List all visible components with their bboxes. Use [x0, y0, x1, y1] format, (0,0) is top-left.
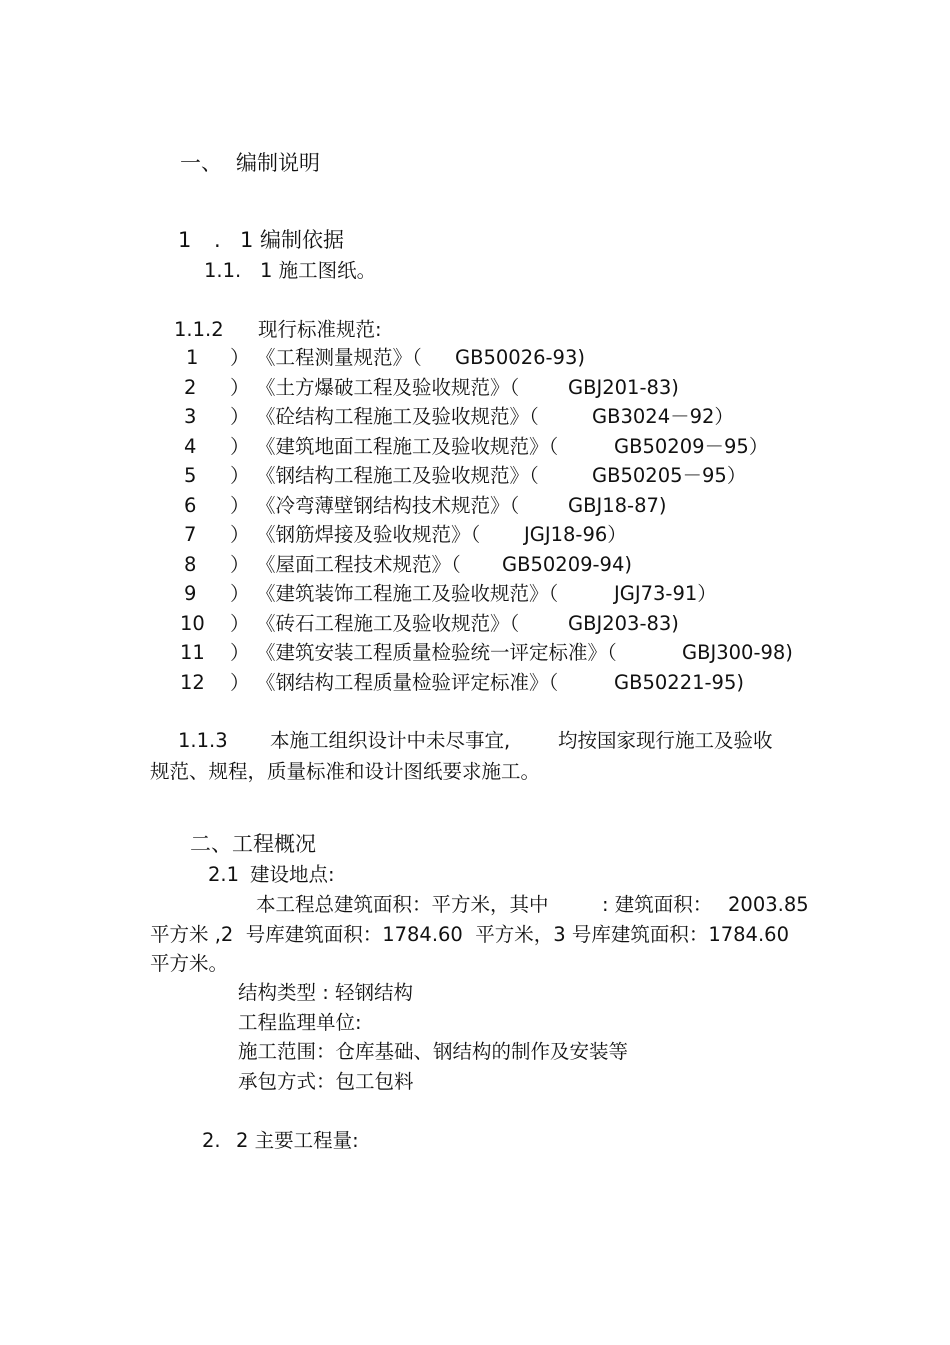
construction-scope: 施工范围：仓库基础、钢结构的制作及安装等: [238, 1040, 629, 1063]
standard-paren: ）: [230, 523, 250, 546]
paragraph-text: 平方米。: [150, 952, 229, 975]
section-title: 编制说明: [236, 151, 320, 175]
standard-name: 《钢筋焊接及验收规范》（: [256, 523, 481, 546]
standard-paren: ）: [230, 611, 250, 635]
item-number: 1.1.2: [174, 318, 224, 341]
supervisor-unit: 工程监理单位:: [238, 1011, 362, 1034]
standard-code: GBJ201-83): [568, 375, 679, 399]
section-number: 一、: [180, 151, 222, 175]
standard-code: GB50221-95): [614, 670, 744, 694]
standard-code: GB50209-94): [502, 552, 632, 576]
structure-type: 结构类型 : 轻钢结构: [238, 981, 413, 1004]
item-text: 均按国家现行施工及验收: [558, 729, 773, 752]
standard-number: 8: [184, 552, 197, 576]
standard-name: 《钢结构工程质量检验评定标准》（: [256, 670, 559, 694]
item-text: 本施工组织设计中未尽事宜,: [270, 729, 511, 752]
standard-name: 《建筑安装工程质量检验统一评定标准》（: [256, 641, 617, 664]
standard-name: 《土方爆破工程及验收规范》（: [256, 375, 520, 399]
standard-paren: ）: [230, 405, 250, 428]
standard-paren: ）: [230, 434, 250, 458]
standard-code: GBJ203-83): [568, 611, 679, 635]
standard-code: GBJ300-98): [682, 641, 793, 664]
standard-name: 《工程测量规范》（: [256, 346, 422, 369]
standard-code: GB3024－92）: [592, 405, 734, 428]
item-text: 现行标准规范:: [258, 318, 382, 341]
paragraph-text: 平方米 ,2 号库建筑面积：1784.60 平方米，3 号库建筑面积：1784.60: [150, 923, 789, 946]
item-number: 1.1.3: [178, 729, 228, 752]
standard-code: GB50205－95）: [592, 464, 747, 487]
item-text: 建设地点:: [250, 863, 335, 886]
standard-paren: ）: [230, 493, 250, 517]
subsection-number: 1: [178, 228, 192, 252]
section-title: 二、工程概况: [190, 832, 316, 856]
item-text: 规范、规程，质量标准和设计图纸要求施工。: [150, 760, 541, 783]
standard-code: GBJ18-87): [568, 493, 667, 517]
paragraph-text: 本工程总建筑面积：平方米，其中: [256, 893, 549, 916]
standard-number: 10: [180, 611, 205, 635]
standard-name: 《建筑装饰工程施工及验收规范》（: [256, 582, 559, 605]
standard-name: 《冷弯薄壁钢结构技术规范》（: [256, 493, 520, 517]
standard-name: 《屋面工程技术规范》（: [256, 552, 461, 576]
standard-number: 5: [184, 464, 197, 487]
paragraph-value: 2003.85: [728, 893, 809, 916]
standard-paren: ）: [230, 582, 250, 605]
item-number: 2.1: [208, 863, 240, 886]
standard-number: 6: [184, 493, 197, 517]
standard-paren: ）: [230, 346, 250, 369]
contract-method: 承包方式：包工包料: [238, 1070, 414, 1093]
standard-code: GB50209－95）: [614, 434, 769, 458]
item-number: 1.1.: [204, 259, 242, 282]
subsection-dot: .: [214, 228, 221, 252]
standard-name: 《建筑地面工程施工及验收规范》（: [256, 434, 559, 458]
standard-code: GB50026-93): [455, 346, 585, 369]
standard-name: 《砼结构工程施工及验收规范》（: [256, 405, 539, 428]
standard-number: 7: [184, 523, 197, 546]
standard-number: 11: [180, 641, 205, 664]
item-number: 2.: [202, 1129, 221, 1152]
standard-number: 2: [184, 375, 197, 399]
standard-name: 《钢结构工程施工及验收规范》（: [256, 464, 539, 487]
item-text: 1 施工图纸。: [260, 259, 377, 282]
standard-number: 1: [186, 346, 199, 369]
standard-paren: ）: [230, 670, 250, 694]
standard-number: 3: [184, 405, 197, 428]
standard-code: JGJ73-91）: [614, 582, 717, 605]
standard-paren: ）: [230, 641, 250, 664]
subsection-title: 1 编制依据: [240, 228, 345, 252]
standard-number: 4: [184, 434, 197, 458]
standard-number: 9: [184, 582, 197, 605]
standard-paren: ）: [230, 552, 250, 576]
standard-paren: ）: [230, 464, 250, 487]
paragraph-text: : 建筑面积：: [602, 893, 713, 916]
standard-number: 12: [180, 670, 205, 694]
item-text: 2 主要工程量:: [236, 1129, 359, 1152]
standard-name: 《砖石工程施工及验收规范》（: [256, 611, 520, 635]
standard-paren: ）: [230, 375, 250, 399]
standard-code: JGJ18-96）: [524, 523, 627, 546]
